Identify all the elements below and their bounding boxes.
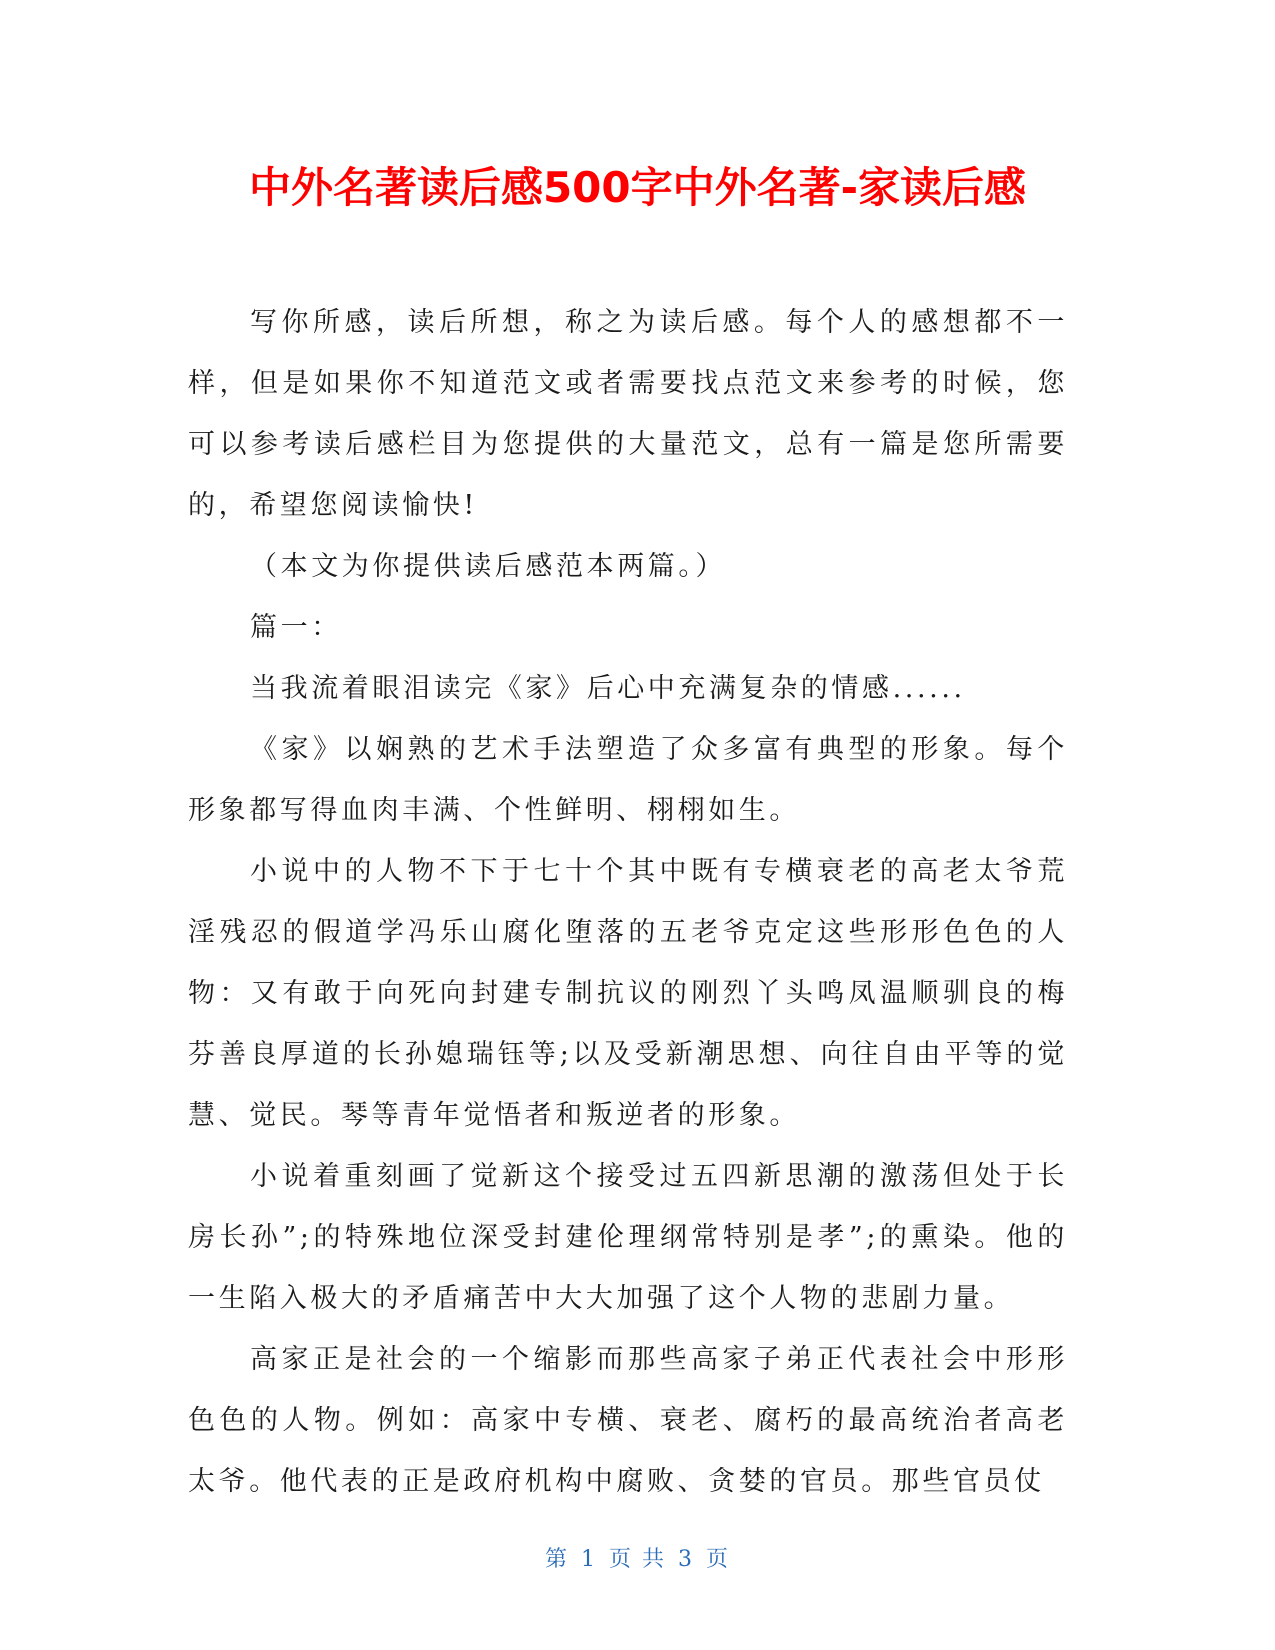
paragraph-opening: 当我流着眼泪读完《家》后心中充满复杂的情感...... [250, 673, 966, 704]
document-body [188, 292, 1068, 1512]
paragraph-note: （本文为你提供读后感范本两篇。） [250, 551, 727, 582]
section-heading-1: 篇一： [250, 612, 342, 643]
footer-mid: 页 共 [609, 1547, 666, 1572]
footer-current-page: 1 [581, 1547, 597, 1572]
footer-total-pages: 3 [678, 1547, 694, 1572]
paragraph-juexin: 小说着重刻画了觉新这个接受过五四新思潮的激荡但处于长房长孙”;的特殊地位深受封建伦理纲常特别是孝”;的熏染。他的一生陷入极大的矛盾痛苦中大大加强了这个人物的悲剧力量。 [188, 1161, 1068, 1314]
page-footer [0, 1542, 1275, 1573]
paragraph-characters-list: 小说中的人物不下于七十个其中既有专横衰老的高老太爷荒淫残忍的假道学冯乐山腐化堕落的五老爷克定这些形形色色的人物：又有敢于向死向封建专制抗议的刚烈丫头鸣凤温顺驯良的梅芬善良厚道的长孙媳瑞钰等;以及受新潮思想、向往自由平等的觉慧、觉民。琴等青年觉悟者和叛逆者的形象。 [188, 856, 1068, 1131]
paragraph-intro: 写你所感，读后所想，称之为读后感。每个人的感想都不一样，但是如果你不知道范文或者需要找点范文来参考的时候，您可以参考读后感栏目为您提供的大量范文，总有一篇是您所需要的，希望您阅读愉快! [188, 307, 1068, 521]
footer-suffix: 页 [706, 1547, 731, 1572]
document-title: 中外名著读后感500字中外名著-家读后感 [248, 163, 1027, 212]
footer-prefix: 第 [544, 1547, 569, 1572]
paragraph-characters-overview: 《家》以娴熟的艺术手法塑造了众多富有典型的形象。每个形象都写得血肉丰满、个性鲜明、栩栩如生。 [188, 734, 1068, 826]
paragraph-gao-family: 高家正是社会的一个缩影而那些高家子弟正代表社会中形形色色的人物。例如：高家中专横、衰老、腐朽的最高统治者高老太爷。他代表的正是政府机构中腐败、贪婪的官员。那些官员仗 [188, 1344, 1068, 1497]
